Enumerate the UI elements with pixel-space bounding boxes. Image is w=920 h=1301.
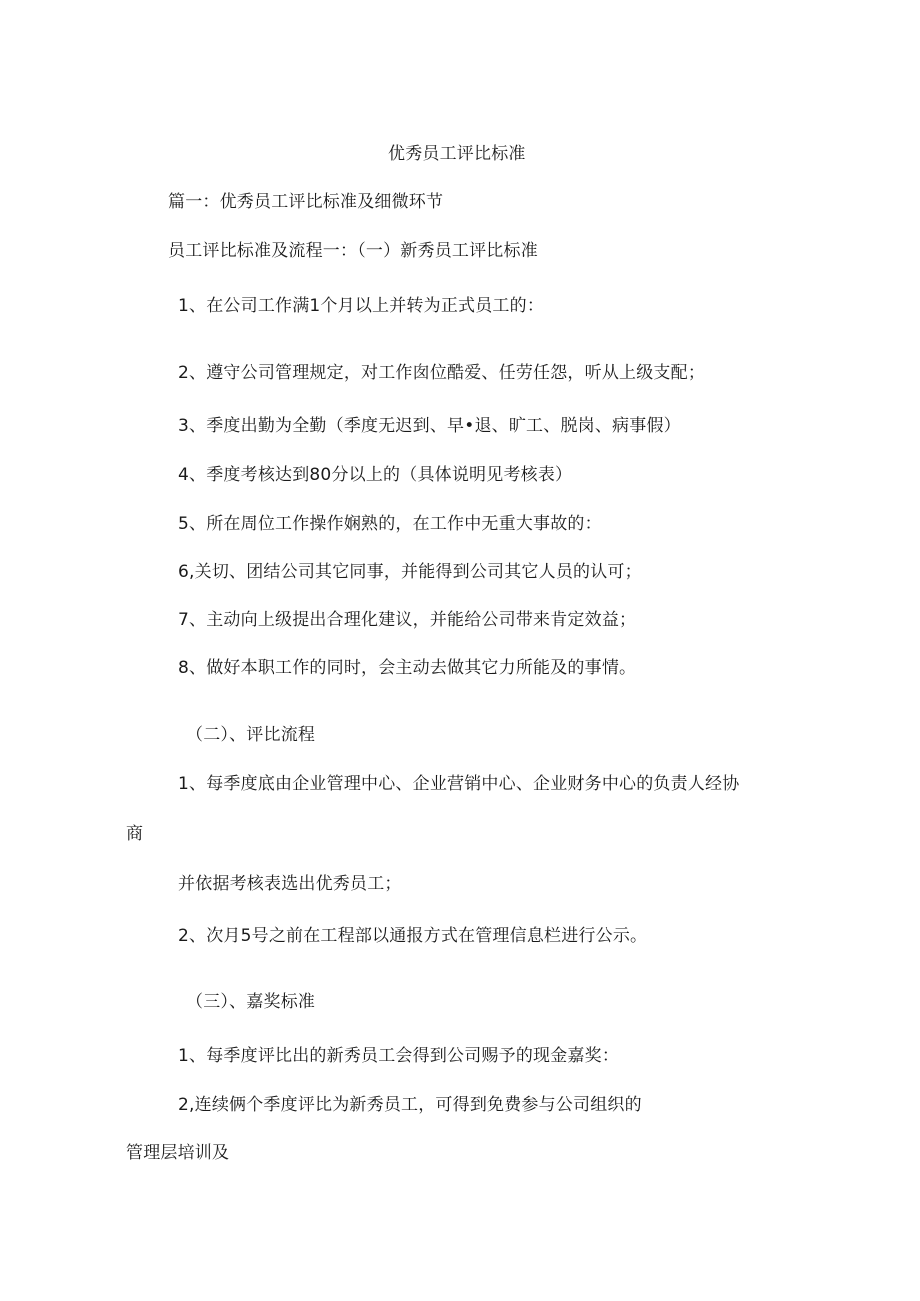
- section1-item-5: 5、所在周位工作操作娴熟的，在工作中无重大事故的：: [178, 514, 602, 534]
- section2-item-2: 2、次月5号之前在工程部以通报方式在管理信息栏进行公示。: [178, 926, 648, 946]
- section1-item-6: 6,关切、团结公司其它同事，并能得到公司其它人员的认可；: [178, 562, 642, 582]
- section2-item-1-line-1: 1、每季度底由企业管理中心、企业营销中心、企业财务中心的负责人经协: [178, 774, 740, 794]
- section1-item-1: 1、在公司工作满1个月以上并转为正式员工的：: [178, 296, 545, 316]
- section3-item-2-line-2: 管理层培训及: [126, 1143, 230, 1163]
- section1-item-4: 4、季度考核达到80分以上的（具体说明见考核表）: [178, 465, 573, 485]
- section3-heading: （三）、嘉奖标准: [186, 992, 316, 1012]
- section1-item-2: 2、遵守公司管理规定，对工作囱位酷爱、任劳任怨，听从上级支配；: [178, 363, 706, 383]
- chapter-heading: 篇一：优秀员工评比标准及细微环节: [168, 192, 444, 212]
- section2-item-1-line-3: 并依据考核表选出优秀员工；: [178, 874, 402, 894]
- section2-item-1-line-2: 商: [126, 824, 144, 844]
- section1-item-7: 7、主动向上级提出合理化建议，并能给公司带来肯定效益；: [178, 610, 637, 630]
- section1-item-8: 8、做好本职工作的同时，会主动去做其它力所能及的事情。: [178, 658, 637, 678]
- document-title: 优秀员工评比标准: [388, 144, 526, 164]
- section2-heading: （二）、评比流程: [186, 725, 316, 745]
- section3-item-2-line-1: 2,连续俩个季度评比为新秀员工，可得到免费参与公司组织的: [178, 1095, 642, 1115]
- section1-item-3: 3、季度出勤为全勤（季度无迟到、早•退、旷工、脱岗、病事假）: [178, 416, 681, 436]
- section3-item-1: 1、每季度评比出的新秀员工会得到公司赐予的现金嘉奖：: [178, 1046, 620, 1066]
- section1-heading: 员工评比标准及流程一：（一）新秀员工评比标准: [168, 241, 538, 261]
